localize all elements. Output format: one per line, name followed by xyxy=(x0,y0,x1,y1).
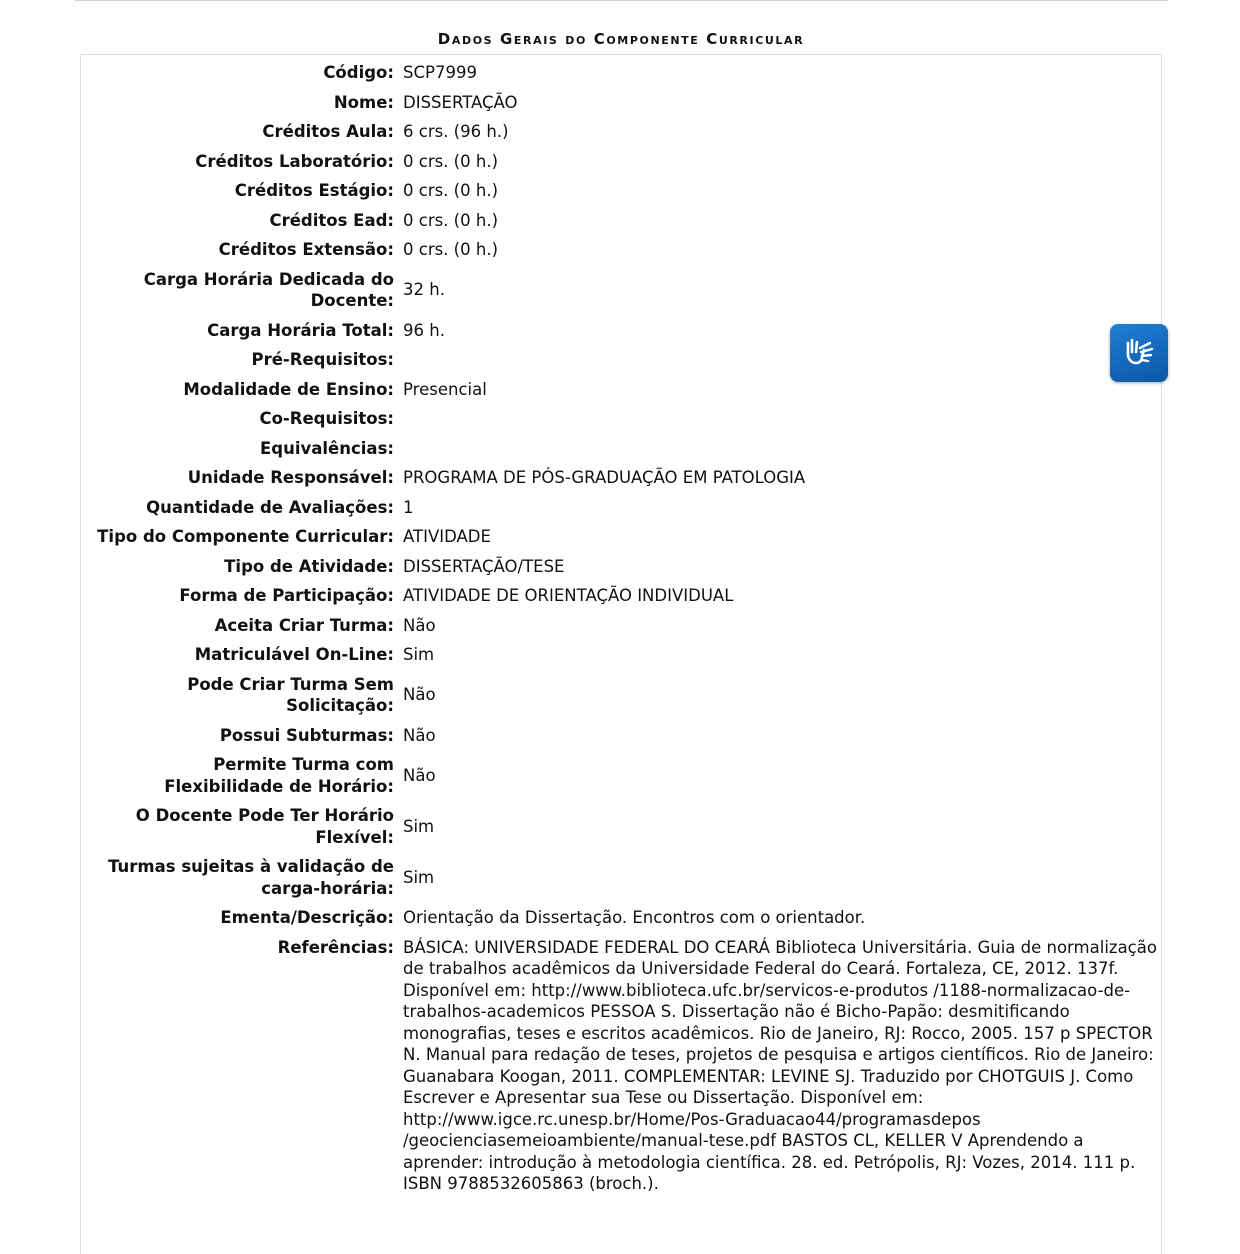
top-divider xyxy=(75,0,1168,1)
field-label: Equivalências: xyxy=(260,438,394,458)
field-label: Possui Subturmas: xyxy=(219,725,394,745)
field-row-referencias xyxy=(81,933,1161,1199)
field-value: ATIVIDADE xyxy=(403,527,491,546)
field-value xyxy=(402,404,1161,434)
field-value: 0 crs. (0 h.) xyxy=(403,181,499,200)
field-row-creditos-laboratorio xyxy=(81,147,1161,177)
field-row-horario-flexivel xyxy=(81,801,1161,852)
field-row-tipo-atividade xyxy=(81,552,1161,582)
field-row-flexibilidade-horario xyxy=(81,750,1161,801)
details-table xyxy=(81,58,1161,1199)
field-row-ementa xyxy=(81,903,1161,933)
references-text: BÁSICA: UNIVERSIDADE FEDERAL DO CEARÁ Biblioteca Universitária. Guia de normalização de trabalhos acadêmicos da Universidade Federal do Ceará. Fortaleza, CE, 2012. 137f. Disponível em: http://www.biblioteca.ufc.br/servicos-e-produtos /1188-normalizacao-de-trabalhos-academicos PESSOA S. Dissertação não é Bicho-Papão: desmitificando monografias, teses e escritos acadêmicos. Rio de Janeiro, RJ: Rocco, 2005. 157 p SPECTOR N. Manual para redação de teses, projetos de pesquisa e artigos científicos. Rio de Janeiro: Guanabara Koogan, 2011. COMPLEMENTAR: LEVINE SJ. Traduzido por CHOTGUIS J. Como Escrever e Apresentar sua Tese ou Dissertação. Disponível em: http://www.igce.rc.unesp.br/Home/Pos-Graduacao44/programasdepos /geocienciasemeioambiente/manual-tese.pdf BASTOS CL, KELLER V Aprendendo a aprender: introdução à metodologia científica. 28. ed. Petrópolis, RJ: Vozes, 2014. 111 p. ISBN 9788532605863 (broch.). xyxy=(403,937,1157,1193)
field-row-turma-sem-solicitacao xyxy=(81,670,1161,721)
field-value: SCP7999 xyxy=(403,63,477,82)
field-value: 32 h. xyxy=(403,280,445,300)
field-row-creditos-ead xyxy=(81,206,1161,236)
field-row-avaliacoes xyxy=(81,493,1161,523)
accessibility-widget-button[interactable] xyxy=(1110,324,1168,382)
field-value: Não xyxy=(403,765,436,785)
field-row-codigo xyxy=(81,58,1161,88)
field-row-forma-participacao xyxy=(81,581,1161,611)
field-row-equivalencias xyxy=(81,434,1161,464)
field-label: Referências: xyxy=(277,937,394,957)
field-value: 1 xyxy=(403,497,414,517)
field-value: PROGRAMA DE PÓS-GRADUAÇÃO EM PATOLOGIA xyxy=(403,468,806,487)
field-row-modalidade xyxy=(81,375,1161,405)
field-value: 6 crs. (96 h.) xyxy=(403,122,509,141)
field-label: Carga Horária Dedicada do Docente: xyxy=(143,269,394,310)
field-row-subturmas xyxy=(81,721,1161,751)
field-value: Sim xyxy=(403,816,435,836)
field-row-aceita-criar-turma xyxy=(81,611,1161,641)
field-value: Sim xyxy=(403,867,435,887)
field-row-creditos-aula xyxy=(81,117,1161,147)
field-value: Não xyxy=(403,685,436,705)
field-row-tipo-componente xyxy=(81,522,1161,552)
field-label: Créditos Extensão: xyxy=(218,240,394,259)
field-label: Tipo do Componente Curricular: xyxy=(97,527,394,546)
details-panel xyxy=(80,54,1162,1254)
field-value: Presencial xyxy=(403,379,487,399)
field-value: Não xyxy=(403,615,436,635)
field-row-validacao-carga xyxy=(81,852,1161,903)
field-value: Não xyxy=(403,725,436,745)
field-value: 0 crs. (0 h.) xyxy=(403,210,499,230)
field-label: Créditos Laboratório: xyxy=(195,151,394,171)
field-row-nome xyxy=(81,88,1161,118)
field-value: DISSERTAÇÃO/TESE xyxy=(403,556,565,576)
field-label: Permite Turma com Flexibilidade de Horário: xyxy=(164,755,394,796)
field-value: DISSERTAÇÃO xyxy=(403,92,518,112)
field-row-pre-requisitos xyxy=(81,345,1161,375)
field-row-carga-total xyxy=(81,316,1161,346)
field-value: 96 h. xyxy=(403,320,445,340)
field-label: O Docente Pode Ter Horário Flexível: xyxy=(135,806,394,847)
field-label: Matriculável On-Line: xyxy=(194,645,394,664)
field-row-creditos-extensao xyxy=(81,235,1161,265)
field-row-creditos-estagio xyxy=(81,176,1161,206)
sign-language-hands-icon xyxy=(1120,334,1158,372)
field-label: Modalidade de Ensino: xyxy=(183,379,394,399)
field-label: Créditos Ead: xyxy=(269,210,394,230)
field-label: Quantidade de Avaliações: xyxy=(146,497,394,517)
field-label: Forma de Participação: xyxy=(179,586,394,605)
field-label: Turmas sujeitas à validação de carga-horária: xyxy=(108,857,394,898)
field-label: Unidade Responsável: xyxy=(187,468,394,487)
field-row-carga-docente xyxy=(81,265,1161,316)
field-label: Co-Requisitos: xyxy=(259,409,394,428)
field-label: Aceita Criar Turma: xyxy=(214,615,394,635)
field-row-co-requisitos xyxy=(81,404,1161,434)
field-value: 0 crs. (0 h.) xyxy=(403,240,499,259)
field-label: Código: xyxy=(323,63,394,82)
field-label: Tipo de Atividade: xyxy=(224,556,394,576)
field-row-unidade xyxy=(81,463,1161,493)
field-row-matriculavel xyxy=(81,640,1161,670)
field-label: Carga Horária Total: xyxy=(207,320,394,340)
field-label: Créditos Estágio: xyxy=(234,181,394,200)
field-value: 0 crs. (0 h.) xyxy=(403,151,499,171)
field-value: ATIVIDADE DE ORIENTAÇÃO INDIVIDUAL xyxy=(403,586,734,605)
field-value: Orientação da Dissertação. Encontros com o orientador. xyxy=(403,908,866,927)
field-label: Créditos Aula: xyxy=(262,122,394,141)
field-label: Nome: xyxy=(333,92,394,112)
field-value: Sim xyxy=(403,645,435,664)
field-value xyxy=(402,434,1161,464)
field-label: Pode Criar Turma Sem Solicitação: xyxy=(187,674,394,715)
section-title: Dados Gerais do Componente Curricular xyxy=(437,30,805,48)
field-label: Ementa/Descrição: xyxy=(220,908,394,927)
field-value xyxy=(402,345,1161,375)
field-label: Pré-Requisitos: xyxy=(251,350,394,369)
